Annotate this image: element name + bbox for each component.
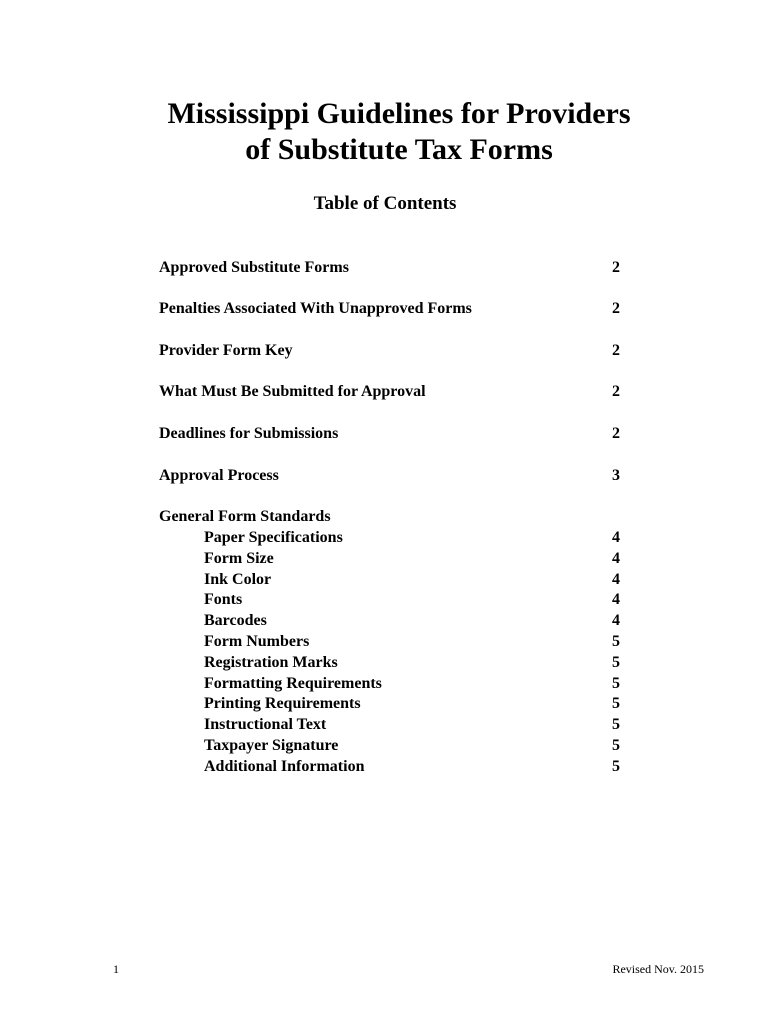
toc-sub-entry-taxpayer-signature[interactable] [204,736,620,757]
toc-sub-entry-label: Registration Marks [204,653,338,671]
toc-sub-entry-page: 5 [612,736,620,754]
toc-entry-page: 2 [612,259,620,276]
toc-sub-entry-page: 5 [612,653,620,671]
toc-sub-entry-label: Ink Color [204,570,272,588]
toc-sub-entry-registration-marks[interactable] [204,653,620,674]
toc-sub-entry-label: Printing Requirements [204,695,361,713]
toc-sub-entry-page: 5 [612,632,620,650]
toc-sub-entry-page: 4 [612,612,620,630]
toc-sub-entry-instructional-text[interactable] [204,715,620,736]
footer-revised-date: Revised Nov. 2015 [612,962,704,976]
toc-sub-entry-page: 5 [612,695,620,713]
toc-entry-page: 2 [612,342,620,359]
toc-sub-entry-ink-color[interactable] [204,570,620,591]
toc-entry-page: 2 [612,383,620,400]
toc-sub-entry-label: Paper Specifications [204,529,343,546]
toc-sub-entry-label: Additional Information [204,757,365,775]
toc-sub-entry-barcodes[interactable] [204,611,620,632]
toc-entry-page: 2 [612,300,620,317]
footer-page-number: 1 [113,962,119,976]
toc-sub-entry-label: Formatting Requirements [204,674,382,692]
title-line-1: Mississippi Guidelines for Providers [167,97,631,130]
toc-sub-entry-printing-requirements[interactable] [204,694,620,715]
toc-sub-entry-label: Barcodes [204,612,267,630]
toc-entry-page: 3 [612,467,620,484]
toc-entry-label: Deadlines for Submissions [159,425,339,442]
toc-sub-entry-label: Form Size [204,549,274,567]
toc-section-general-form-standards[interactable]: General Form Standards [159,508,331,525]
toc-sub-entry-page: 4 [612,570,620,588]
toc-sub-entry-form-size[interactable] [204,549,620,570]
toc-entry-label: Approval Process [159,467,279,484]
toc-sub-entry-paper-specifications[interactable] [204,528,620,549]
toc-sub-entry-page: 5 [612,757,620,775]
title-line-2: of Substitute Tax Forms [245,133,553,166]
toc-sub-entry-additional-information[interactable] [204,757,620,778]
toc-sub-entry-label: Form Numbers [204,632,310,650]
toc-sub-entry-form-numbers[interactable] [204,632,620,653]
toc-sub-entry-label: Fonts [204,591,243,609]
document-title [0,96,770,168]
toc-sub-entry-label: Taxpayer Signature [204,736,339,754]
toc-entry-label: Provider Form Key [159,342,293,359]
toc-sub-entry-page: 4 [612,549,620,567]
toc-sub-entry-page: 4 [612,591,620,609]
toc-entry-page: 2 [612,425,620,442]
toc-sub-entry-label: Instructional Text [204,716,327,734]
toc-entry-label: Penalties Associated With Unapproved Forms [159,300,472,317]
toc-entry-label: What Must Be Submitted for Approval [159,383,426,400]
toc-heading: Table of Contents [313,193,457,214]
toc-sub-entry-page: 5 [612,716,620,734]
toc-sub-entry-page: 4 [612,529,620,546]
toc-sub-entry-page: 5 [612,674,620,692]
toc-sub-entry-formatting-requirements[interactable] [204,674,620,695]
toc-sub-entry-fonts[interactable] [204,590,620,611]
toc-entry-label: Approved Substitute Forms [159,259,349,276]
toc-sub-list [204,528,620,778]
